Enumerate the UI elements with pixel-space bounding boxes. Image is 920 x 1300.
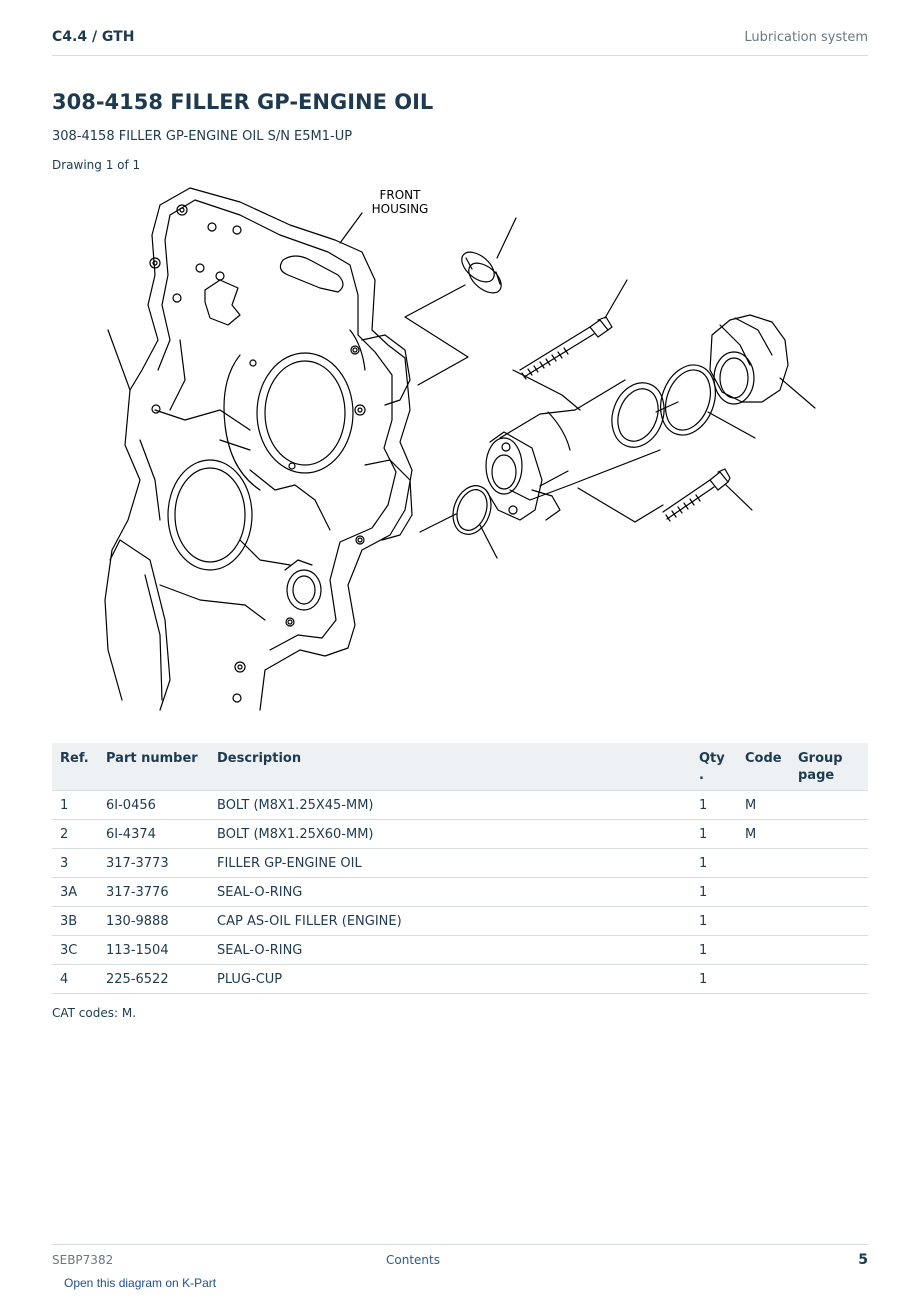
table-row bbox=[52, 820, 868, 849]
page-title: 308-4158 FILLER GP-ENGINE OIL bbox=[52, 90, 434, 114]
col-header-part-number: Part number bbox=[106, 751, 198, 766]
col-header-qty-line2: . bbox=[699, 768, 704, 783]
cell-part-number: 113-1504 bbox=[98, 936, 209, 965]
cell-group-page bbox=[790, 936, 868, 965]
cell-ref: 3C bbox=[52, 936, 98, 965]
parts-table bbox=[52, 743, 868, 994]
col-header-group-line2: page bbox=[798, 768, 835, 783]
page-subtitle: 308-4158 FILLER GP-ENGINE OIL S/N E5M1-UP bbox=[52, 129, 353, 144]
cell-code bbox=[737, 965, 790, 994]
table-row bbox=[52, 965, 868, 994]
table-row bbox=[52, 849, 868, 878]
cell-description: SEAL-O-RING bbox=[209, 936, 691, 965]
cell-qty: 1 bbox=[691, 965, 737, 994]
cell-qty: 1 bbox=[691, 936, 737, 965]
footer-doc-id: SEBP7382 bbox=[52, 1253, 114, 1267]
cell-ref: 3 bbox=[52, 849, 98, 878]
open-kpart-link[interactable]: Open this diagram on K-Part bbox=[64, 1276, 217, 1290]
cell-group-page bbox=[790, 849, 868, 878]
col-header-ref: Ref. bbox=[60, 751, 89, 766]
cell-group-page bbox=[790, 965, 868, 994]
cell-part-number: 6I-4374 bbox=[98, 820, 209, 849]
table-row bbox=[52, 791, 868, 820]
cell-code bbox=[737, 936, 790, 965]
parts-table-header bbox=[52, 743, 868, 791]
cell-part-number: 317-3776 bbox=[98, 878, 209, 907]
cell-qty: 1 bbox=[691, 849, 737, 878]
cell-group-page bbox=[790, 791, 868, 820]
cell-description: FILLER GP-ENGINE OIL bbox=[209, 849, 691, 878]
col-header-group-line1: Group bbox=[798, 751, 843, 766]
header-section: Lubrication system bbox=[744, 30, 868, 45]
col-header-group-page bbox=[790, 743, 868, 791]
contents-link[interactable]: Contents bbox=[386, 1253, 440, 1267]
front-housing-outline bbox=[160, 188, 412, 710]
table-row bbox=[52, 936, 868, 965]
table-row bbox=[52, 907, 868, 936]
cell-ref: 4 bbox=[52, 965, 98, 994]
cell-code bbox=[737, 907, 790, 936]
cell-description: PLUG-CUP bbox=[209, 965, 691, 994]
cell-group-page bbox=[790, 878, 868, 907]
cell-code: M bbox=[737, 820, 790, 849]
cell-description: BOLT (M8X1.25X45-MM) bbox=[209, 791, 691, 820]
cell-group-page bbox=[790, 907, 868, 936]
footer-divider bbox=[52, 1244, 868, 1245]
col-header-qty bbox=[691, 743, 737, 791]
parts-diagram bbox=[100, 180, 830, 720]
cell-ref: 3B bbox=[52, 907, 98, 936]
cat-codes-note: CAT codes: M. bbox=[52, 1006, 137, 1020]
cell-description: BOLT (M8X1.25X60-MM) bbox=[209, 820, 691, 849]
callout-front-housing-line1: FRONT bbox=[379, 188, 421, 202]
cell-ref: 3A bbox=[52, 878, 98, 907]
cell-code: M bbox=[737, 791, 790, 820]
cell-qty: 1 bbox=[691, 878, 737, 907]
cell-description: SEAL-O-RING bbox=[209, 878, 691, 907]
drawing-label: Drawing 1 of 1 bbox=[52, 158, 141, 172]
cell-ref: 1 bbox=[52, 791, 98, 820]
page-number: 5 bbox=[858, 1252, 868, 1268]
cell-description: CAP AS-OIL FILLER (ENGINE) bbox=[209, 907, 691, 936]
col-header-description: Description bbox=[217, 751, 302, 766]
cell-group-page bbox=[790, 820, 868, 849]
col-header-qty-line1: Qty bbox=[699, 751, 725, 766]
cell-part-number: 317-3773 bbox=[98, 849, 209, 878]
header-divider bbox=[52, 55, 868, 56]
cell-code bbox=[737, 878, 790, 907]
col-header-code: Code bbox=[745, 751, 782, 766]
cell-part-number: 225-6522 bbox=[98, 965, 209, 994]
cell-part-number: 130-9888 bbox=[98, 907, 209, 936]
cell-part-number: 6I-0456 bbox=[98, 791, 209, 820]
table-row bbox=[52, 878, 868, 907]
cell-qty: 1 bbox=[691, 907, 737, 936]
cell-ref: 2 bbox=[52, 820, 98, 849]
callout-front-housing-line2: HOUSING bbox=[371, 202, 429, 216]
cell-qty: 1 bbox=[691, 820, 737, 849]
cell-code bbox=[737, 849, 790, 878]
cell-qty: 1 bbox=[691, 791, 737, 820]
header-model: C4.4 / GTH bbox=[52, 29, 135, 45]
